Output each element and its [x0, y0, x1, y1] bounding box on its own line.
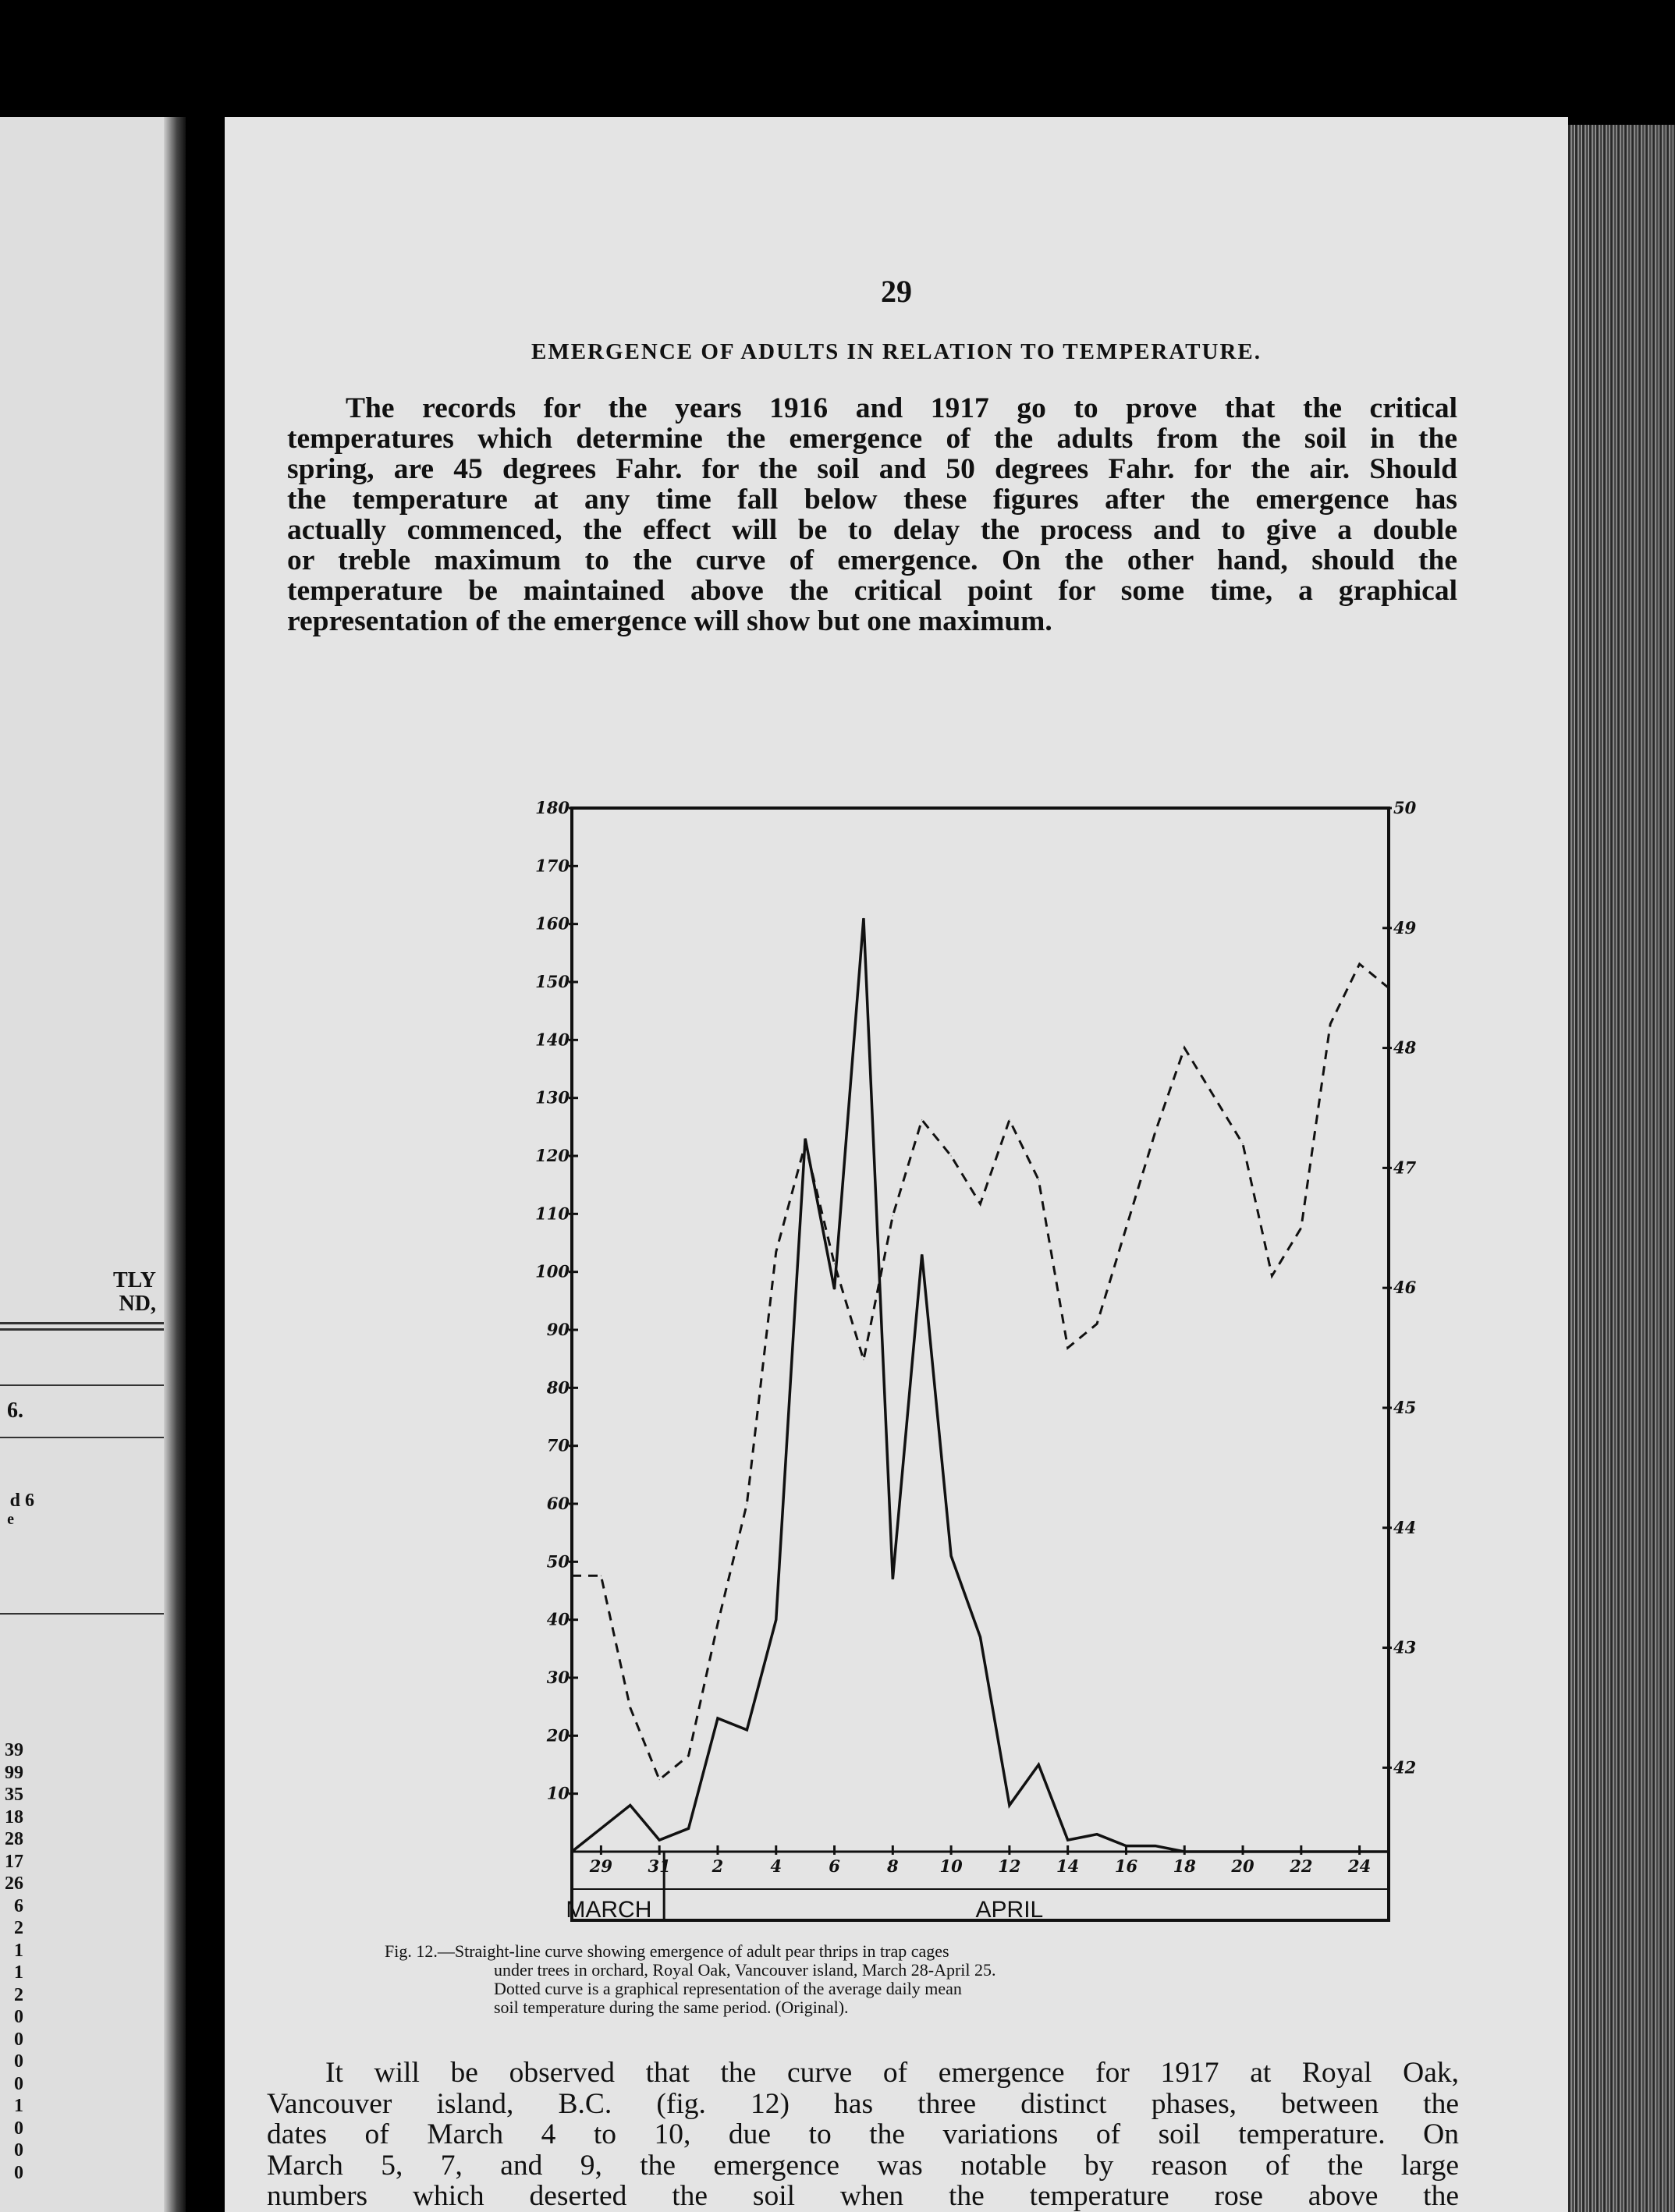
temperature-point [951, 1156, 952, 1157]
y-left-tick-label: 70 [546, 1435, 570, 1455]
x-tick-label: 18 [1173, 1856, 1196, 1876]
text-line: Vancouver island, B.C. (fig. 12) has three distinct phases, between the [267, 2087, 1459, 2120]
y-right-tick-label: 48 [1393, 1037, 1417, 1058]
emergence-chart [381, 663, 1473, 1950]
facing-page-number: 17 [5, 1851, 23, 1872]
figure-caption [385, 1942, 1282, 2017]
y-left-tick-label: 100 [535, 1261, 570, 1281]
facing-page-heading-line1: TLY [112, 1268, 156, 1292]
emergence-curve [572, 918, 1389, 1852]
y-left-tick-label: 170 [535, 856, 570, 876]
facing-page-heading-line2: ND, [119, 1292, 156, 1316]
y-left-tick-label: 120 [535, 1146, 570, 1165]
text-line: numbers which deserted the soil when the temperature rose above the [267, 2180, 1459, 2212]
y-left-tick-label: 10 [546, 1783, 570, 1803]
temperature-point [1359, 963, 1360, 964]
section-heading: EMERGENCE OF ADULTS IN RELATION TO TEMPERATURE. [531, 339, 1262, 364]
facing-page-number: 1 [14, 1962, 23, 1983]
temperature-point [805, 1143, 806, 1144]
page-stack-edge [1568, 125, 1675, 2212]
x-tick-label: 2 [712, 1856, 724, 1876]
facing-page-number: 26 [5, 1873, 23, 1894]
caption-line: under trees in orchard, Royal Oak, Vancouver island, March 28-April 25. [494, 1960, 996, 1980]
temperature-point [1038, 1179, 1039, 1180]
y-left-tick-label: 150 [535, 972, 570, 991]
emergence-point [980, 1636, 981, 1637]
intro-paragraph [287, 393, 1457, 636]
emergence-point [688, 1828, 689, 1829]
emergence-point [717, 1718, 718, 1719]
facing-page-number: 0 [14, 2118, 23, 2139]
temperature-point [863, 1359, 864, 1360]
y-right-tick-label: 46 [1393, 1278, 1417, 1298]
facing-page-number: 2 [14, 1918, 23, 1938]
y-right-tick-label: 43 [1393, 1637, 1417, 1657]
x-tick-label: 20 [1231, 1856, 1254, 1876]
x-tick-label: 29 [589, 1856, 613, 1876]
x-tick-label: 8 [887, 1856, 899, 1876]
y-right-tick-label: 47 [1393, 1157, 1417, 1178]
facing-page-number: 0 [14, 2140, 23, 2161]
temperature-point [921, 1119, 922, 1120]
x-tick-label: 14 [1056, 1856, 1080, 1876]
x-tick-label: 10 [939, 1856, 963, 1876]
emergence-point [1067, 1840, 1068, 1841]
facing-page-rule [0, 1328, 164, 1331]
emergence-point [863, 918, 864, 919]
y-left-tick-label: 130 [535, 1087, 570, 1108]
facing-page-number: 6 [14, 1895, 23, 1916]
x-tick-label: 31 [648, 1856, 671, 1876]
temperature-point [1009, 1119, 1010, 1120]
figure-12 [381, 663, 1473, 1950]
y-left-tick-label: 30 [546, 1668, 570, 1687]
text-line: the temperature at any time fall below these figures after the emergence has [287, 484, 1457, 516]
y-left-tick-label: 140 [535, 1030, 570, 1050]
y-right-tick-label: 45 [1393, 1397, 1417, 1417]
facing-page-value: 6. [7, 1398, 23, 1423]
text-line: temperatures which determine the emergence of the adults from the soil in the [287, 423, 1457, 455]
facing-page-rule [0, 1437, 164, 1438]
temperature-point [1213, 1096, 1214, 1097]
caption-line: —Straight-line curve showing emergence of adult pear thrips in trap cages [437, 1941, 949, 1961]
facing-page-column [0, 1739, 23, 2184]
facing-page-number: 0 [14, 2029, 23, 2050]
facing-page-number: 1 [14, 2096, 23, 2116]
temperature-point [980, 1203, 981, 1204]
facing-page-rule [0, 1613, 164, 1615]
plot-frame [572, 808, 1389, 1920]
x-tick-label: 4 [770, 1856, 782, 1876]
y-right-tick-label: 49 [1393, 917, 1417, 938]
facing-page-number: 18 [5, 1806, 23, 1827]
page-gutter [164, 117, 186, 2212]
temperature-point [688, 1755, 689, 1756]
y-left-tick-label: 40 [546, 1609, 570, 1629]
facing-page-number: 0 [14, 2051, 23, 2072]
emergence-point [1009, 1805, 1010, 1806]
facing-page-number: 0 [14, 2162, 23, 2183]
emergence-point [921, 1254, 922, 1255]
caption-line: soil temperature during the same period. (Original). [494, 1998, 849, 2017]
text-line: spring, are 45 degrees Fahr. for the soil and 50 degrees Fahr. for the air. Should [287, 453, 1457, 485]
page-number: 29 [881, 274, 912, 309]
facing-page-number: 2 [14, 1984, 23, 2005]
y-right-tick-label: 42 [1393, 1757, 1417, 1778]
temperature-point [659, 1779, 660, 1780]
facing-page-number: 99 [5, 1762, 23, 1783]
facing-page-number: 0 [14, 2073, 23, 2094]
emergence-point [805, 1138, 806, 1139]
y-right-tick-label: 44 [1393, 1517, 1417, 1537]
temperature-point [1067, 1348, 1068, 1349]
y-left-tick-label: 60 [546, 1494, 570, 1513]
book-page [225, 117, 1568, 2212]
facing-page-rule [0, 1384, 164, 1386]
text-line: dates of March 4 to 10, due to the variations of soil temperature. On [267, 2118, 1459, 2150]
y-left-tick-label: 110 [535, 1203, 570, 1224]
y-left-tick-label: 50 [546, 1551, 570, 1572]
temperature-point [1330, 1023, 1331, 1024]
soil-temperature-curve [572, 964, 1389, 1780]
text-line: or treble maximum to the curve of emergence. On the other hand, should the [287, 544, 1457, 576]
emergence-point [659, 1840, 660, 1841]
y-left-tick-label: 160 [535, 913, 570, 934]
y-left-tick-label: 80 [546, 1377, 570, 1398]
temperature-point [775, 1252, 776, 1253]
facing-page-rule [0, 1322, 164, 1324]
y-left-tick-label: 90 [546, 1320, 570, 1339]
caption-label: Fig. 12. [385, 1941, 438, 1961]
x-tick-label: 24 [1347, 1856, 1372, 1876]
emergence-point [775, 1619, 776, 1620]
text-line: actually commenced, the effect will be to delay the process and to give a double [287, 514, 1457, 546]
emergence-point [951, 1555, 952, 1556]
text-line: March 5, 7, and 9, the emergence was notable by reason of the large [267, 2149, 1459, 2182]
y-left-tick-label: 180 [535, 798, 570, 817]
text-line: representation of the emergence will show but one maximum. [287, 605, 1052, 637]
x-tick-label: 6 [829, 1856, 840, 1876]
facing-page-number: 39 [5, 1740, 23, 1760]
caption-line: Dotted curve is a graphical representation of the average daily mean [494, 1979, 962, 1998]
x-tick-label: 12 [998, 1856, 1021, 1876]
temperature-point [1243, 1143, 1244, 1144]
facing-page-value: e [7, 1511, 14, 1528]
emergence-point [1038, 1764, 1039, 1765]
facing-page-value: d 6 [9, 1491, 34, 1511]
facing-page-number: 28 [5, 1829, 23, 1849]
x-tick-label: 22 [1290, 1856, 1313, 1876]
x-tick-label: 16 [1114, 1856, 1138, 1876]
body-paragraph [267, 2058, 1459, 2212]
text-line: It will be observed that the curve of emergence for 1917 at Royal Oak, [325, 2057, 1459, 2089]
text-line: The records for the years 1916 and 1917 go to prove that the critical [346, 392, 1457, 424]
x-group-label: APRIL [975, 1897, 1044, 1923]
facing-page [0, 117, 186, 2212]
y-left-tick-label: 20 [546, 1725, 570, 1746]
temperature-point [717, 1623, 718, 1624]
y-right-tick-label: 50 [1393, 798, 1417, 817]
emergence-point [1126, 1845, 1127, 1846]
text-line: temperature be maintained above the critical point for some time, a graphical [287, 575, 1457, 607]
facing-page-number: 1 [14, 1940, 23, 1961]
facing-page-number: 0 [14, 2007, 23, 2027]
x-group-label: MARCH [566, 1897, 652, 1923]
facing-page-number: 35 [5, 1785, 23, 1805]
